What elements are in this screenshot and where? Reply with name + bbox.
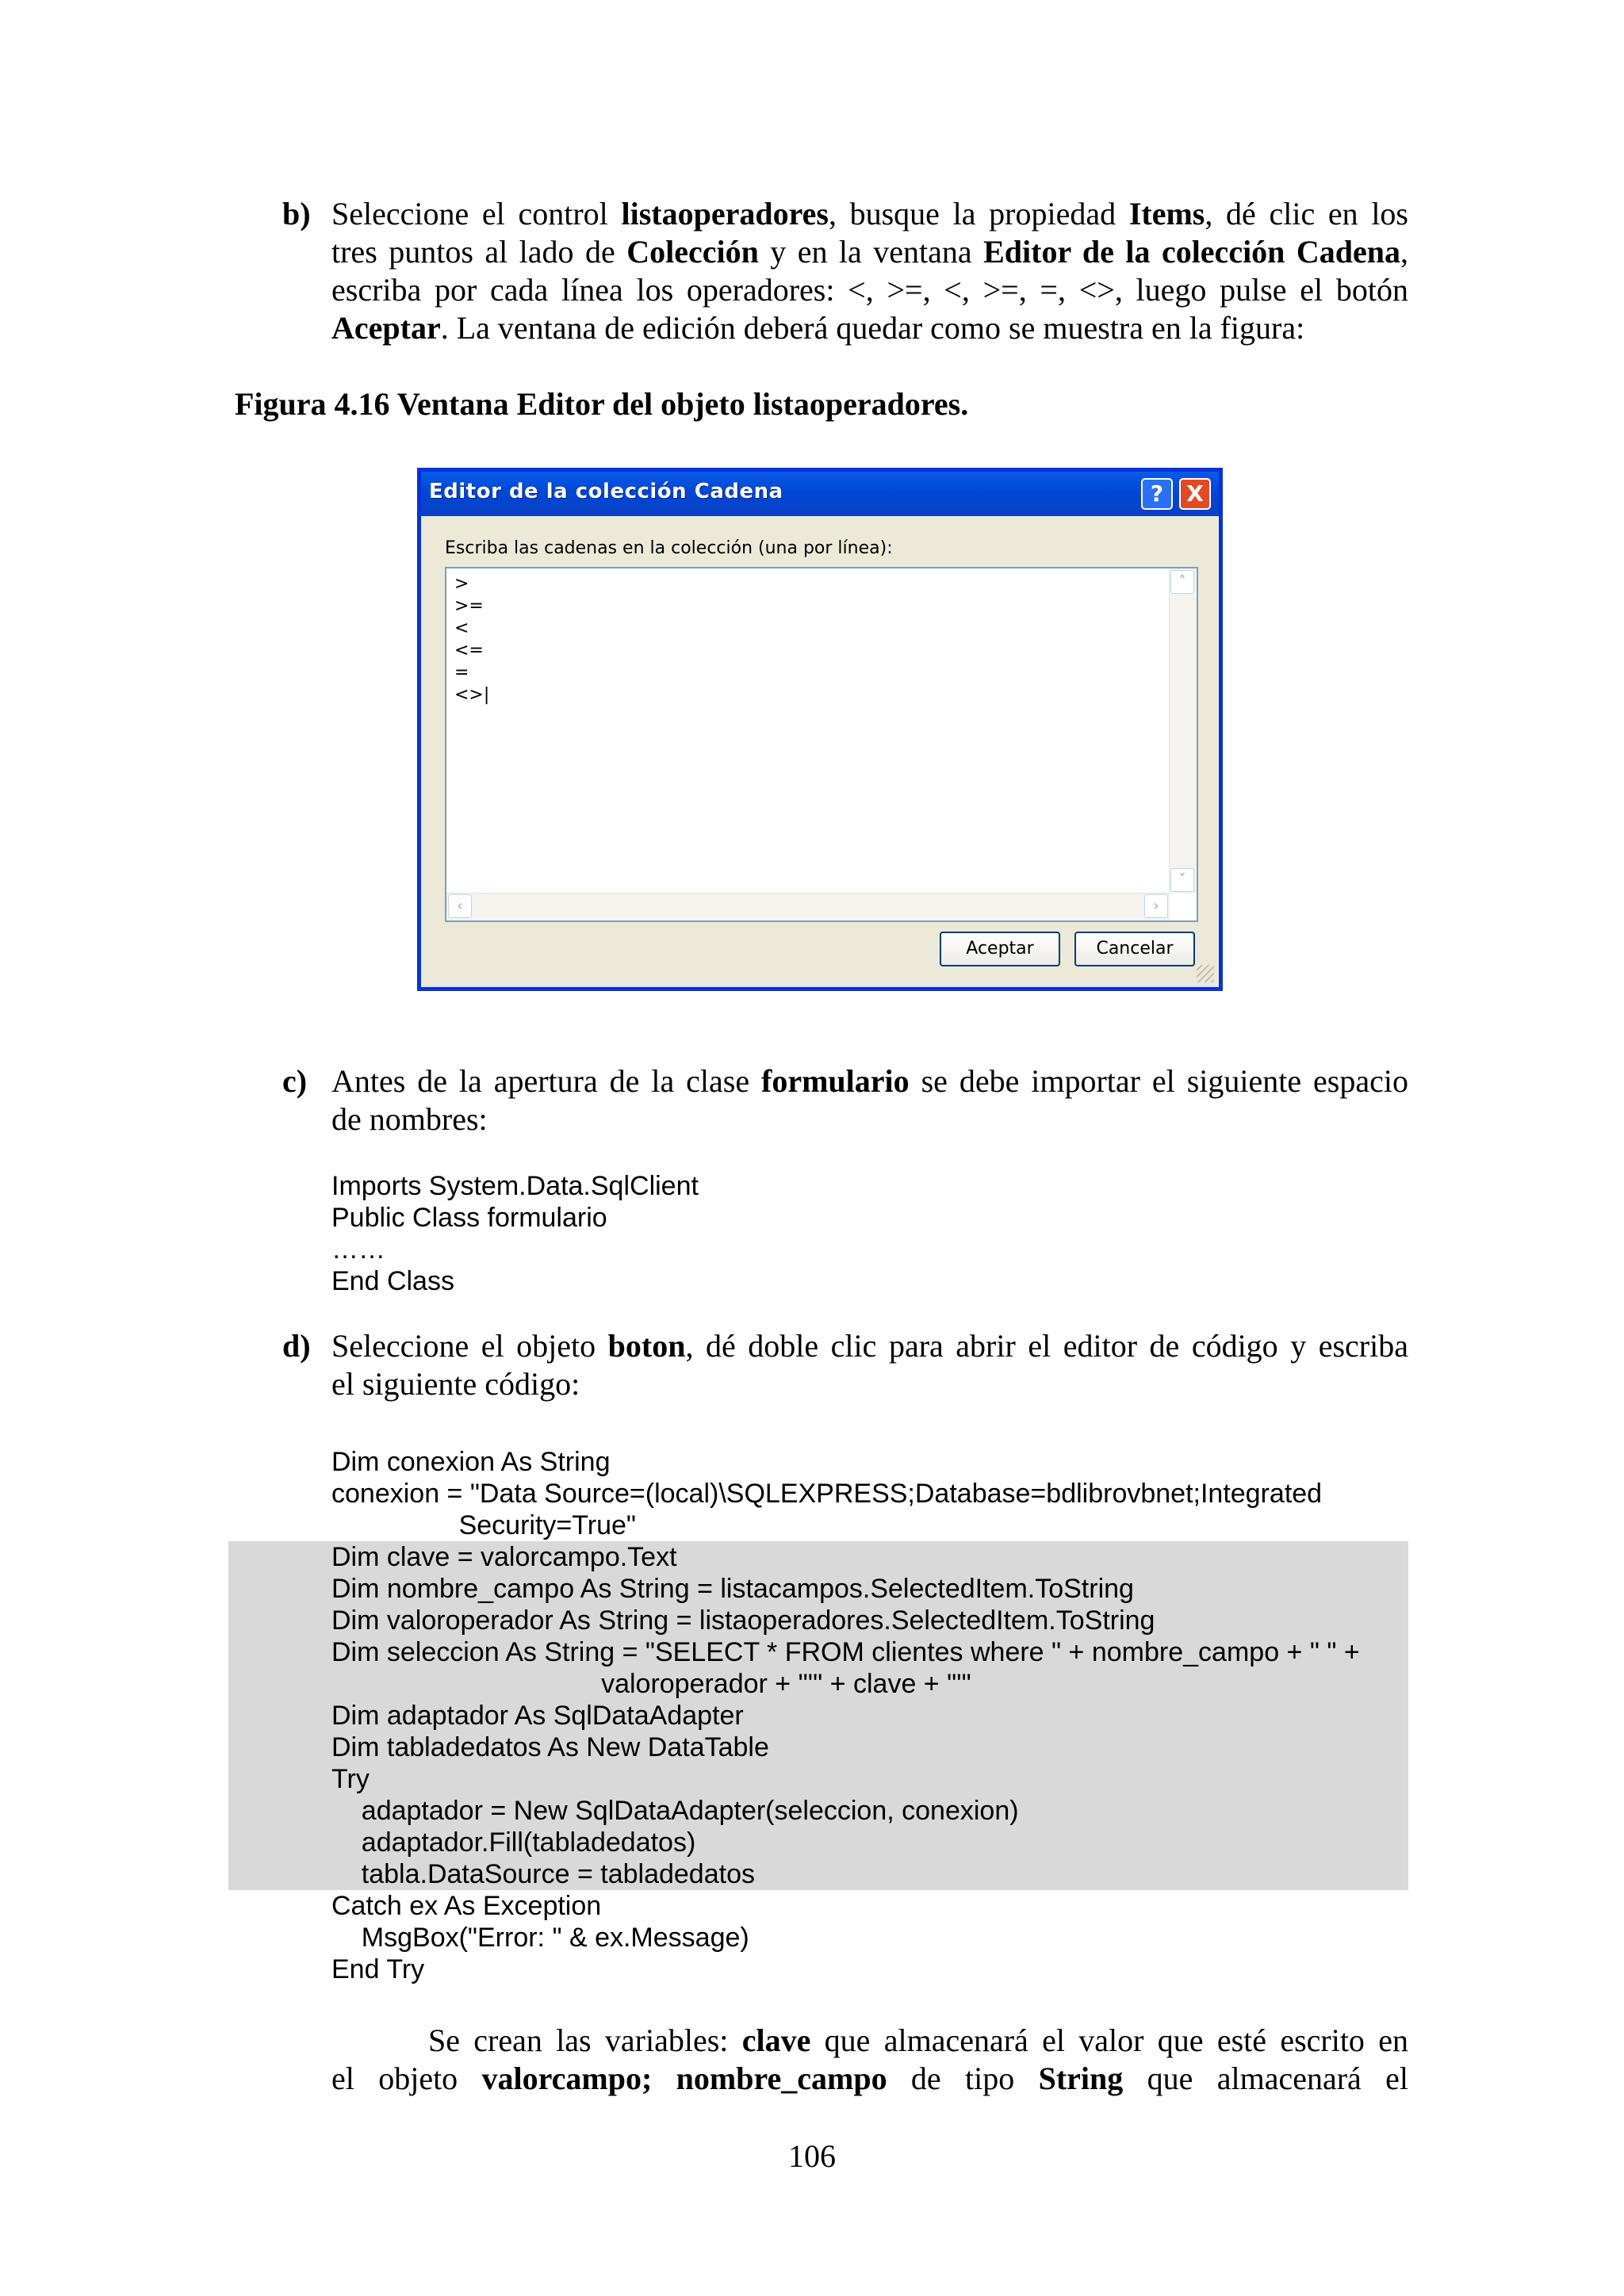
bold-term: listaoperadores xyxy=(621,196,829,232)
scroll-left-button[interactable]: ‹ xyxy=(448,894,472,918)
item-b-line: tres puntos al lado de Colección y en la ventana Editor de la colección Cadena, xyxy=(331,234,1409,270)
scroll-right-button[interactable]: › xyxy=(1144,894,1168,918)
bold-term: clave xyxy=(741,2022,811,2058)
item-b-line: Seleccione el control listaoperadores, busque la propiedad Items, dé clic en los xyxy=(331,196,1408,232)
figure-caption: Figura 4.16 Ventana Editor del objeto listaoperadores. xyxy=(235,386,969,422)
bold-term: Aceptar xyxy=(331,310,441,346)
bold-term: valorcampo; xyxy=(481,2061,653,2096)
dialog-title: Editor de la colección Cadena xyxy=(429,480,783,503)
item-b-line: Aceptar. La ventana de edición deberá quedar como se muestra en la figura: xyxy=(331,310,1305,346)
item-d-line: el siguiente código: xyxy=(331,1366,580,1402)
item-d-text xyxy=(331,1327,1408,1403)
code-block-search: Dim conexion As String conexion = "Data Source=(local)\SQLEXPRESS;Database=bdlibrovbnet;Integrated Security=True" Dim clave = valorcampo.Text Dim nombre_campo As String = listacampos.SelectedItem.ToString Dim valoroperador As String = listaoperadores.SelectedItem.ToString Dim seleccion As String = "SELECT * FROM clientes where " + nombre_campo + " " + valoroperador + "'" + clave + "'" Dim adaptador As SqlDataAdapter Dim tabladedatos As New DataTable Try adaptador = New SqlDataAdapter(seleccion, conexion) adaptador.Fill(tabladedatos) tabla.DataSource = tabladedatos Catch ex As Exception MsgBox("Error: " & ex.Message) End Try xyxy=(331,1447,1360,1984)
dialog-prompt: Escriba las cadenas en la colección (una por línea): xyxy=(445,538,893,558)
item-c-line: Antes de la apertura de la clase formulario se debe importar el siguiente espacio xyxy=(331,1063,1408,1099)
accept-button[interactable]: Aceptar xyxy=(940,932,1060,966)
closing-text xyxy=(331,2022,1408,2098)
closing-line: Se crean las variables: clave que almacenará el valor que esté escrito en xyxy=(428,2022,1408,2058)
horizontal-scrollbar[interactable] xyxy=(446,893,1170,920)
collection-items: > >= < <= = <>| xyxy=(454,574,490,705)
item-b-line: escriba por cada línea los operadores: <, >=, <, >=, =, <>, luego pulse el botón xyxy=(331,272,1408,308)
bold-term: boton xyxy=(607,1328,686,1364)
help-button[interactable]: ? xyxy=(1141,478,1173,510)
closing-line: el objeto valorcampo; nombre_campo de tipo String que almacenará el xyxy=(331,2061,1408,2096)
bold-term: Items xyxy=(1128,196,1205,232)
code-block-imports: Imports System.Data.SqlClient Public Class formulario …… End Class xyxy=(331,1171,699,1296)
bold-term: nombre_campo xyxy=(676,2061,887,2096)
item-c-line: de nombres: xyxy=(331,1101,488,1137)
bold-term: Colección xyxy=(626,234,759,270)
bold-term: formulario xyxy=(761,1063,910,1099)
collection-editor-dialog xyxy=(417,468,1223,991)
bold-term: Editor de la colección Cadena xyxy=(983,234,1401,270)
scroll-down-button[interactable]: ˅ xyxy=(1170,868,1194,892)
item-b-text xyxy=(331,195,1408,347)
resize-grip[interactable] xyxy=(1197,965,1214,982)
dialog-title-bar xyxy=(421,472,1219,516)
page-number: 106 xyxy=(788,2138,836,2174)
collection-textarea[interactable] xyxy=(445,567,1198,922)
item-c-label: c) xyxy=(282,1063,308,1099)
item-d-line: Seleccione el objeto boton, dé doble clic para abrir el editor de código y escriba xyxy=(331,1328,1408,1364)
item-b-label: b) xyxy=(282,196,311,232)
item-d-label: d) xyxy=(282,1328,311,1364)
scroll-up-button[interactable]: ˄ xyxy=(1170,570,1194,594)
vertical-scrollbar[interactable] xyxy=(1169,568,1197,894)
item-c-text xyxy=(331,1062,1408,1138)
bold-term: String xyxy=(1038,2061,1124,2096)
close-button[interactable]: X xyxy=(1179,478,1211,510)
cancel-button[interactable]: Cancelar xyxy=(1074,932,1195,966)
